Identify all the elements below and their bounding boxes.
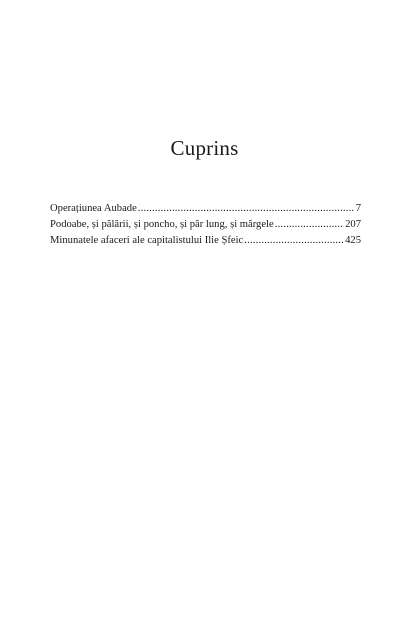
toc-dot-leader — [244, 233, 344, 249]
page-title: Cuprins — [170, 136, 239, 160]
toc-entry-title: Podoabe, și pălării, și poncho, și păr lung, și mărgele — [50, 219, 274, 230]
toc-entry[interactable] — [50, 233, 361, 249]
toc-entry-page: 207 — [345, 219, 361, 230]
toc-entry-page: 425 — [345, 235, 361, 246]
toc-entry[interactable] — [50, 217, 361, 233]
table-of-contents — [50, 201, 361, 249]
toc-dot-leader — [275, 217, 344, 233]
toc-entry-title: Operațiunea Aubade — [50, 203, 137, 214]
toc-entry[interactable] — [50, 201, 361, 217]
toc-entry-page: 7 — [355, 203, 361, 214]
toc-dot-leader — [138, 201, 355, 217]
toc-entry-title: Minunatele afaceri ale capitalistului Ilie Șfeic — [50, 235, 244, 246]
